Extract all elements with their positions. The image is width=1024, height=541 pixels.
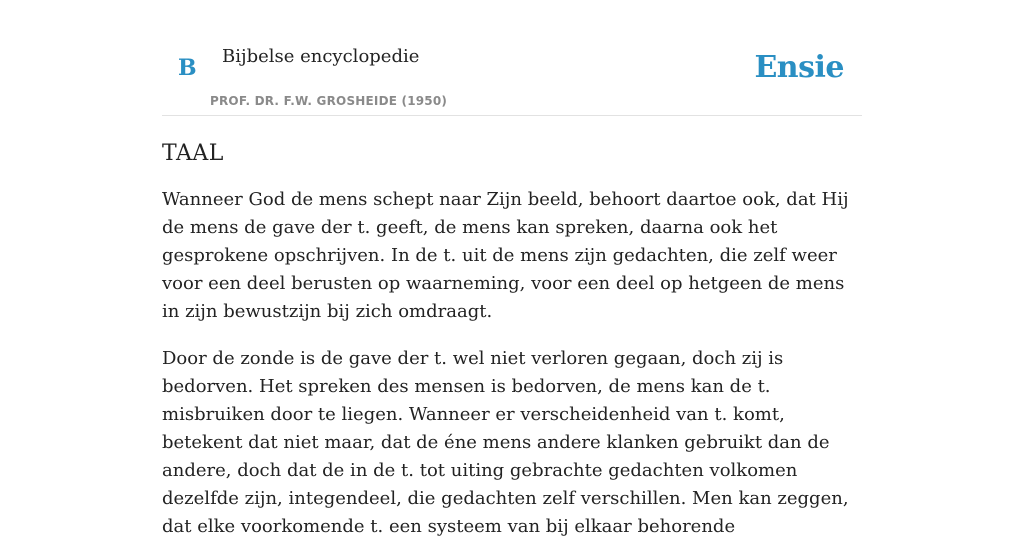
header bbox=[162, 0, 862, 116]
book-logo[interactable]: B bbox=[178, 55, 197, 81]
book-title-link[interactable]: Bijbelse encyclopedie bbox=[222, 46, 420, 67]
entry-title: TAAL bbox=[162, 141, 224, 166]
article-paragraph: Door de zonde is de gave der t. wel niet verloren gegaan, doch zij is bedorven. Het spreken des mensen is bedorven, de mens kan de t. misbruiken door te liegen. Wanneer er verscheidenheid van t. komt, betekent dat niet maar, dat de éne mens andere klanken gebruikt dan de andere, doch dat de in de t. tot uiting gebrachte gedachten volkomen dezelfde zijn, integendeel, die gedachten zelf verschillen. Men kan zeggen, dat elke voorkomende t. een systeem van bij elkaar behorende bbox=[162, 348, 849, 537]
article-paragraph: Wanneer God de mens schept naar Zijn beeld, behoort daartoe ook, dat Hij de mens de gave der t. geeft, de mens kan spreken, daarna ook het gesprokene opschrijven. In de t. uit de mens zijn gedachten, die zelf weer voor een deel berusten op waarneming, voor een deel op hetgeen de mens in zijn bewustzijn bij zich omdraagt. bbox=[162, 189, 849, 322]
book-author: PROF. DR. F.W. GROSHEIDE (1950) bbox=[210, 94, 448, 108]
brand-logo[interactable]: Ensie bbox=[754, 50, 844, 85]
page bbox=[162, 0, 862, 541]
